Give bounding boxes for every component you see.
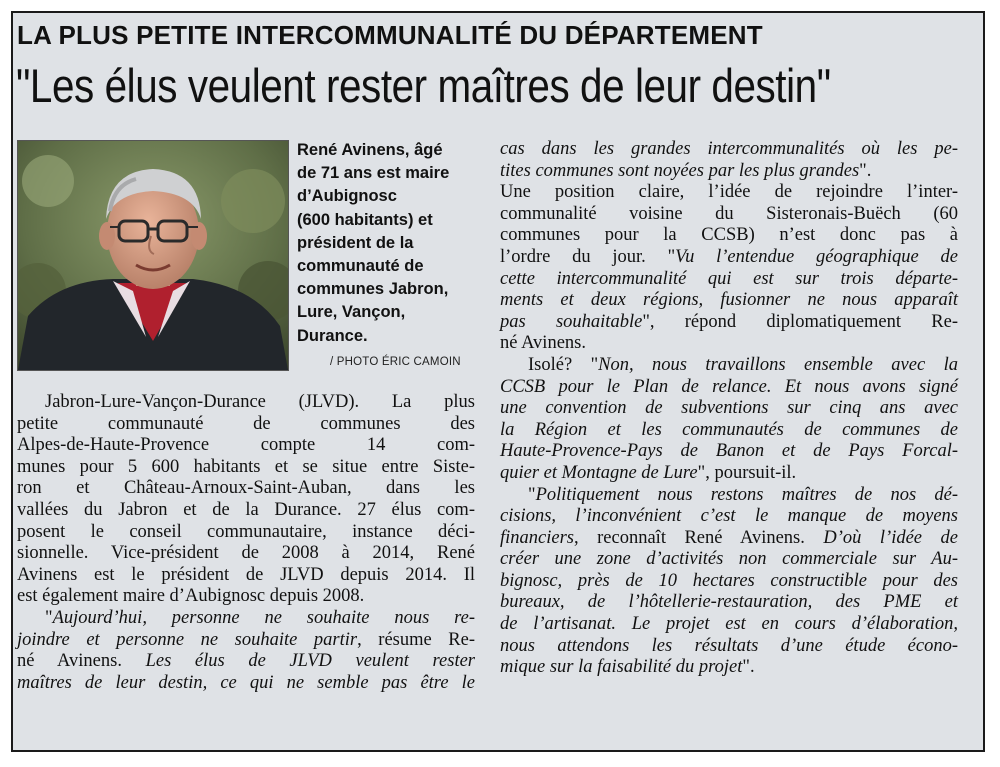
caption-line: Durance. [297,326,368,345]
body-line: Alpes-de-Haute-Provence compte 14 com- [17,435,475,456]
quote-text: la Région et les communautés de communes de [500,419,958,440]
body-line [500,657,958,679]
body-line [500,312,958,334]
caption-line: communes Jabron, [297,280,449,299]
body-text: né Avinens. [17,651,146,672]
body-line: communalité voisine du Sisteronais-Buëch (60 [500,203,958,224]
quote-text: Haute-Provence-Pays de Banon et de Pays Forcal- [500,441,958,462]
quote-text: Aujourd’hui, personne ne souhaite nous re- [52,607,475,628]
body-line: né Avinens. [500,333,586,354]
quote-text: Les élus de JLVD veulent rester [145,651,475,672]
quote-text: cas dans les grandes intercommunalités où les pe- [500,139,958,159]
body-line [500,290,958,312]
quote-text: nous attendons les résultats d’une étude écono- [500,635,958,656]
body-line [500,398,958,420]
caption-line: (600 habitants) et [297,210,433,229]
body-line: posent le conseil communautaire, instance déci- [17,521,475,542]
body-line [500,441,958,463]
caption-line: président de la [297,233,414,252]
quote-text: joindre et personne ne souhaite partir [17,629,358,650]
body-text: ". [859,160,872,181]
body-text: ". [742,657,755,678]
article-column-2 [500,139,958,679]
quote-text: pas souhaitable [500,311,643,332]
quote-text: D’où l’idée de [823,527,958,548]
body-line [500,614,958,636]
quote-text: financiers [500,527,574,548]
body-line: munes pour 5 600 habitants et se situe entre Siste- [17,456,475,477]
body-line [17,673,475,695]
body-line [500,549,958,571]
body-text: , résume Re- [357,629,475,650]
quote-text: cette intercommunalité qui est sur trois départe- [500,268,958,289]
body-line: est également maire d’Aubignosc depuis 2008. [17,586,365,607]
body-line [500,636,958,658]
body-line: Une position claire, l’idée de rejoindre l’inter- [500,182,958,203]
body-text: ", répond diplomatiquement Re- [642,311,959,332]
body-line [500,139,958,161]
article-kicker: LA PLUS PETITE INTERCOMMUNALITÉ DU DÉPARTEMENT [17,20,763,50]
photo-credit: / PHOTO ÉRIC CAMOIN [330,356,461,368]
caption-line: communauté de [297,257,424,276]
quote-text: bureaux, de l’hôtellerie-restauration, des PME et [500,592,958,613]
body-line: ron et Château-Arnoux-Saint-Auban, dans les [17,478,475,499]
body-line: petite communauté de communes des [17,413,475,434]
article-headline: "Les élus veulent rester maîtres de leur destin" [16,59,831,112]
quote-text: Vu l’entendue géographique de [675,246,958,267]
body-line [500,355,958,377]
body-line: Avinens est le président de JLVD depuis 2014. Il [17,564,475,585]
body-line: sionnelle. Vice-président de 2008 à 2014, René [17,543,475,564]
quote-text: Politiquement nous restons maîtres de nos dé- [535,484,958,505]
quote-text: CCSB pour le Plan de relance. Et nous avons signé [500,376,958,397]
quote-text: une convention de subventions sur cinq ans avec [500,398,958,419]
body-line [500,485,958,507]
quote-text: de l’artisanat. Le projet est en cours d’élaboration, [500,614,958,635]
body-line [500,528,958,550]
quote-text: maîtres de leur destin, ce qui ne semble pas être le [17,672,475,693]
body-line: Jabron-Lure-Vançon-Durance (JLVD). La plus [45,392,475,412]
caption-line: de 71 ans est maire [297,164,450,183]
body-line [500,247,958,269]
body-line [500,377,958,399]
portrait-photo [17,140,289,371]
quote-mark: " [528,484,536,505]
body-text: l’ordre du jour. " [500,246,676,267]
quote-text: créer une zone d’activités non commerciale sur Au- [500,549,958,570]
body-line [500,506,958,528]
body-line [500,161,958,183]
body-line [17,651,475,673]
body-line [17,608,475,630]
body-line: vallées du Jabron et de la Durance. 27 élus com- [17,499,475,520]
caption-line: René Avinens, âgé [297,141,443,159]
quote-text: Non, nous travaillons ensemble avec la [598,354,958,375]
quote-text: quier et Montagne de Lure [500,462,698,483]
quote-text: bignosc, près de 10 hectares constructible pour des [500,570,958,591]
quote-text: cisions, l’inconvénient c’est le manque de moyens [500,506,958,527]
body-line [500,571,958,593]
body-line [500,420,958,442]
body-text: ", poursuit-il. [697,462,797,483]
body-line: communes pour la CCSB) n’est donc pas à [500,225,958,246]
quote-mark: " [45,607,53,628]
caption-line: Lure, Vançon, [297,303,406,322]
quote-text: ments et deux régions, fusionner ne nous apparaît [500,290,958,311]
body-line [500,269,958,291]
quote-text: mique sur la faisabilité du projet [500,657,743,678]
body-line [500,463,958,485]
body-line [17,630,475,652]
caption-line: d’Aubignosc [297,187,397,206]
article-column-1 [17,392,475,694]
body-line [500,592,958,614]
body-text: Isolé? " [528,354,599,375]
body-text: , reconnaît René Avinens. [574,527,824,548]
quote-text: tites communes sont noyées par les plus grandes [500,160,860,181]
photo-caption [297,139,477,348]
